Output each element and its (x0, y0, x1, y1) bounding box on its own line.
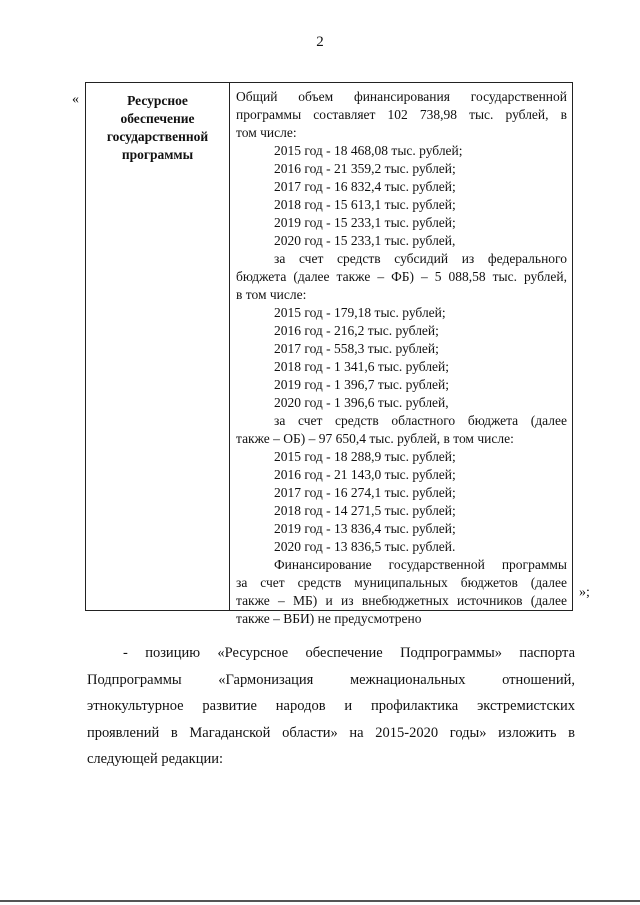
ob-intro-line: также – ОБ) – 97 650,4 тыс. рублей, в том числе: (236, 431, 514, 446)
ob-year-line: 2018 год - 14 271,5 тыс. рублей; (274, 503, 456, 518)
paragraph-line: этнокультурное развитие народов и профилактика экстремистских (87, 698, 575, 714)
table-content-cell (230, 83, 572, 626)
amendment-paragraph (87, 640, 575, 773)
total-year-line: 2015 год - 18 468,08 тыс. рублей; (274, 143, 463, 158)
paragraph-line: следующей редакции: (87, 751, 224, 767)
page-number: 2 (316, 34, 324, 50)
paragraph-line: - позицию «Ресурсное обеспечение Подпрограммы» паспорта (123, 645, 575, 661)
total-year-line: 2017 год - 16 832,4 тыс. рублей; (274, 179, 456, 194)
intro-line: программы составляет 102 738,98 тыс. рублей, в (236, 107, 567, 122)
closing-line: также – ВБИ) не предусмотрено (236, 611, 422, 626)
ob-year-line: 2017 год - 16 274,1 тыс. рублей; (274, 485, 456, 500)
ob-year-line: 2015 год - 18 288,9 тыс. рублей; (274, 449, 456, 464)
heading-line: государственной (106, 129, 209, 144)
heading-line: программы (121, 147, 194, 162)
ob-year-line: 2020 год - 13 836,5 тыс. рублей. (274, 539, 456, 554)
paragraph-line: Подпрограммы «Гармонизация межнациональных отношений, (87, 671, 575, 688)
paragraph-line: проявлений в Магаданской области» на 2015-2020 годы» изложить в (87, 724, 575, 741)
intro-line: Общий объем финансирования государственной (236, 89, 567, 104)
closing-line: Финансирование государственной программы (274, 557, 567, 572)
table-heading-cell (86, 83, 230, 610)
heading-line: Ресурсное (127, 93, 188, 108)
total-year-line: 2019 год - 15 233,1 тыс. рублей; (274, 215, 456, 230)
fb-year-line: 2019 год - 1 396,7 тыс. рублей; (274, 377, 450, 392)
closing-line: за счет средств муниципальных бюджетов (далее (236, 575, 567, 590)
fb-intro-line: за счет средств субсидий из федерального (274, 251, 567, 266)
opening-quote-mark: « (72, 92, 79, 107)
fb-year-line: 2020 год - 1 396,6 тыс. рублей, (274, 395, 449, 410)
ob-year-line: 2019 год - 13 836,4 тыс. рублей; (274, 521, 456, 536)
total-year-line: 2018 год - 15 613,1 тыс. рублей; (274, 197, 456, 212)
closing-quote-mark: »; (579, 585, 590, 600)
total-year-line: 2016 год - 21 359,2 тыс. рублей; (274, 161, 456, 176)
ob-intro-line: за счет средств областного бюджета (далее (274, 413, 567, 428)
fb-intro-line: в том числе: (236, 287, 307, 302)
total-year-line: 2020 год - 15 233,1 тыс. рублей, (274, 233, 456, 248)
fb-year-line: 2017 год - 558,3 тыс. рублей; (274, 341, 439, 356)
fb-intro-line: бюджета (далее также – ФБ) – 5 088,58 тыс. рублей, (236, 269, 567, 284)
fb-year-line: 2016 год - 216,2 тыс. рублей; (274, 323, 439, 338)
fb-year-line: 2018 год - 1 341,6 тыс. рублей; (274, 359, 450, 374)
fb-year-line: 2015 год - 179,18 тыс. рублей; (274, 305, 446, 320)
page-bottom-edge (0, 900, 640, 902)
intro-line: том числе: (236, 125, 297, 140)
closing-line: также – МБ) и из внебюджетных источников (далее (236, 593, 567, 608)
heading-line: обеспечение (120, 111, 195, 126)
resource-table (85, 82, 573, 626)
ob-year-line: 2016 год - 21 143,0 тыс. рублей; (274, 467, 456, 482)
